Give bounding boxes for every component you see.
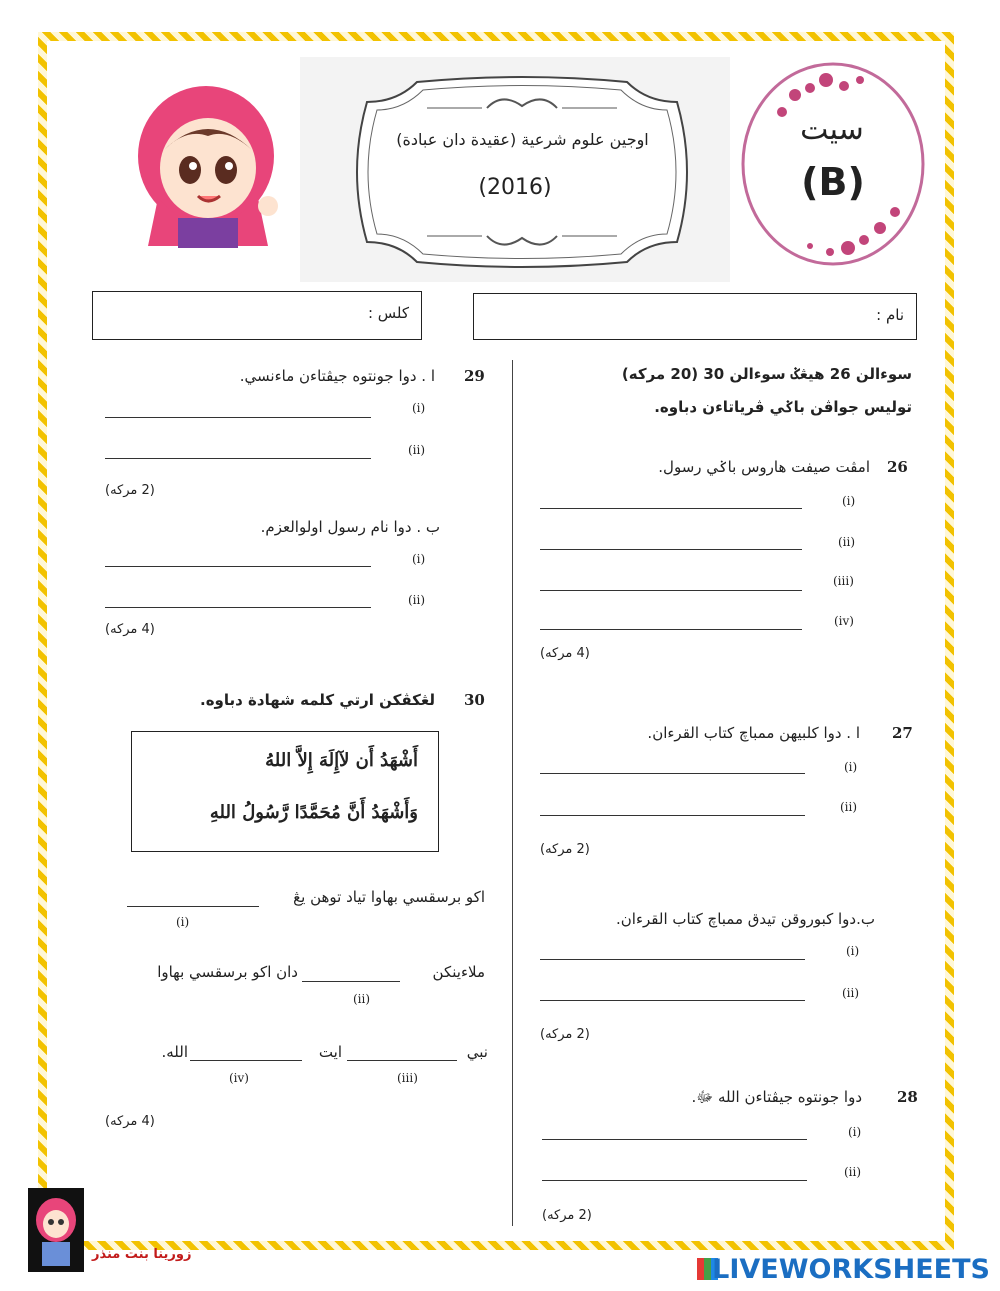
instruction-line2: توليس جواڤن باݢي ڤرياتاءن دباوه. [654,398,912,416]
q30-blank-1[interactable] [127,906,259,907]
exam-year: (2016) [478,175,552,200]
set-word: سيت [800,112,864,147]
q30-number: 30 [464,691,485,709]
exam-title: اوجين علوم شرعية (عقيدة دان عبادة) [396,130,649,149]
q27a-item-label: (ii) [840,800,858,814]
q27a-marks: (2 مركه) [540,842,590,857]
q30-blank-label: (i) [176,915,190,929]
column-divider [512,360,513,1226]
q28-marks: (2 مركه) [542,1208,592,1223]
q26-text: امڤت صيفت هاروس باݢي رسول. [658,458,870,476]
shahada-box [131,731,439,852]
set-letter: (B) [801,160,865,204]
q30-sentence-3b: ايت [318,1043,342,1061]
q27b-item-label: (ii) [842,986,860,1000]
q26-answer-line-2[interactable] [540,549,802,550]
q27a-answer-line-2[interactable] [540,815,805,816]
q30-blank-4[interactable] [190,1060,302,1061]
q29a-item-label: (i) [412,401,426,415]
q26-answer-line-1[interactable] [540,508,802,509]
q26-item-label: (iii) [833,574,854,588]
q28-item-label: (i) [848,1125,862,1139]
q29a-item-label: (ii) [408,443,426,457]
q29b-marks: (4 مركه) [105,622,155,637]
small-girl-icon [28,1188,84,1272]
q30-marks: (4 مركه) [105,1114,155,1129]
q29a-marks: (2 مركه) [105,483,155,498]
q27-number: 27 [892,724,913,742]
q26-answer-line-4[interactable] [540,629,802,630]
class-label: كلس : [367,304,409,322]
q30-blank-3[interactable] [347,1060,457,1061]
q30-text: لڠكڤكن ارتي كلمه شهادة دباوه. [200,691,435,709]
q28-item-label: (ii) [844,1165,862,1179]
q29a-answer-line-2[interactable] [105,458,371,459]
girl-character-icon [128,78,288,250]
q26-marks: (4 مركه) [540,646,590,661]
q27b-answer-line-2[interactable] [540,1000,805,1001]
q30-sentence-1: اكو برسقسي بهاوا تياد توهن يڠ [293,888,485,906]
name-label: نام : [876,306,904,324]
q29b-item-label: (i) [412,552,426,566]
q29b-answer-line-1[interactable] [105,566,371,567]
q30-blank-label: (ii) [353,992,371,1006]
q30-sentence-3a: نبي [466,1043,488,1061]
q29b-item-label: (ii) [408,593,426,607]
q30-blank-label: (iii) [397,1071,418,1085]
ornamental-frame [337,72,707,272]
q28-answer-line-2[interactable] [542,1180,807,1181]
q26-answer-line-3[interactable] [540,590,802,591]
q30-blank-2[interactable] [302,981,400,982]
q27b-item-label: (i) [846,944,860,958]
q29b-answer-line-2[interactable] [105,607,371,608]
q30-sentence-3c: الله. [161,1043,188,1061]
q28-text: دوا جونتوه جيڤتاءن الله ﷻ. [691,1088,862,1106]
q26-item-label: (iv) [834,614,854,628]
q26-item-label: (i) [842,494,856,508]
shahada-line-2: وَأَشْهَدُ أَنَّ مُحَمَّدًا رَّسُولُ اللهِ [209,802,418,823]
shahada-line-1: أَشْهَدُ أَن لآإِلَهَ إِلاَّ اللهُ [265,750,418,771]
q27b-answer-line-1[interactable] [540,959,805,960]
q26-number: 26 [887,458,908,476]
name-field[interactable] [473,293,917,340]
q27b-marks: (2 مركه) [540,1027,590,1042]
q29b-text: ب . دوا نام رسول اولوالعزم. [260,518,440,536]
q30-blank-label: (iv) [229,1071,249,1085]
q30-sentence-2b: دان اكو برسقسي بهاوا [157,963,298,981]
q27b-text: ب.دوا كبوروقن تيدق ممباچ كتاب القرءان. [616,910,875,928]
q27a-text: ا . دوا كلبيهن ممباچ كتاب القرءان. [647,724,860,742]
q27a-answer-line-1[interactable] [540,773,805,774]
q27a-item-label: (i) [844,760,858,774]
instruction-line1: سوءالن 26 هيڠݢ سوءالن 30 (20 مركه) [621,365,912,383]
q29a-answer-line-1[interactable] [105,417,371,418]
q30-sentence-2a: ملاءينكن [432,963,485,981]
brand-wordmark[interactable]: LIVEWORKSHEETS [712,1254,990,1285]
q29-number: 29 [464,367,485,385]
q28-answer-line-1[interactable] [542,1139,807,1140]
q29a-text: ا . دوا جونتوه جيڤتاءن ماءنسي. [239,367,435,385]
q28-number: 28 [897,1088,918,1106]
class-field[interactable] [92,291,422,340]
q26-item-label: (ii) [838,535,856,549]
author-name: زورينا بنت منذر [92,1247,192,1262]
